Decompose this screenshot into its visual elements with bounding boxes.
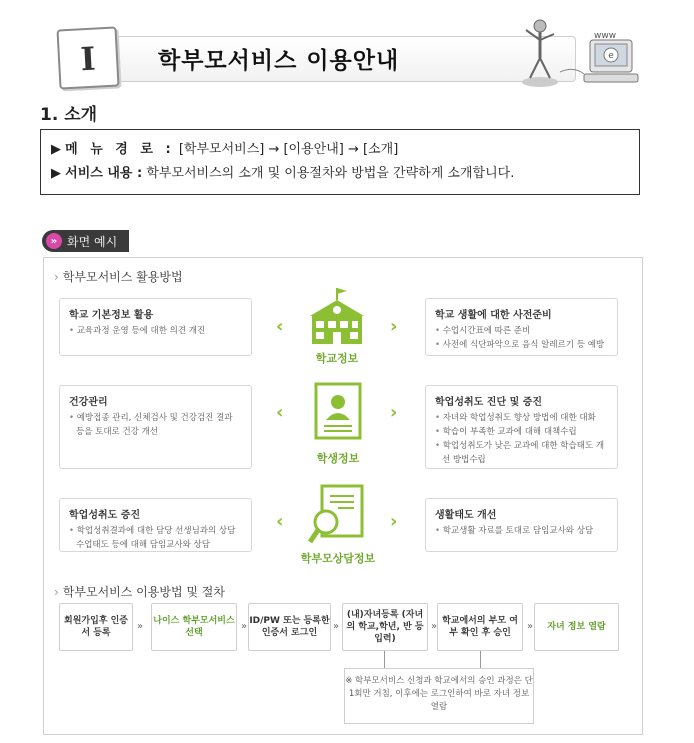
double-chevron-icon: » <box>46 233 62 249</box>
screen-example-tag <box>42 230 129 252</box>
label-parent-counsel-info: 학부모상담정보 <box>300 552 376 565</box>
usage-heading: › 학부모서비스 활용방법 <box>54 270 183 284</box>
card-title: 건강관리 <box>69 397 108 408</box>
arrow-left-icon: ‹ <box>276 511 284 532</box>
step-arrow-icon: » <box>137 621 144 632</box>
service-line <box>51 162 629 186</box>
screen-example-label: 화면 예시 <box>67 234 118 249</box>
step-view-child-info: 자녀 정보 열람 <box>534 603 619 651</box>
card-title: 생활태도 개선 <box>435 510 497 521</box>
card-line: • 자녀와 학업성취도 향상 방법에 대한 대화 <box>435 411 608 425</box>
header-banner <box>52 10 642 96</box>
triangle-icon: ▶ <box>51 142 61 157</box>
card-line: • 수업시간표에 따른 준비 <box>435 324 608 338</box>
triangle-icon: ▶ <box>51 166 61 181</box>
card-line: • 학습이 부족한 교과에 대해 대책수립 <box>435 425 608 439</box>
school-building-icon <box>302 286 372 348</box>
example-frame <box>43 257 643 735</box>
document-search-icon <box>308 484 366 546</box>
step-register: 회원가입후 인증서 등록 <box>59 603 133 651</box>
step-login: ID/PW 또는 등록한 인증서 로그인 <box>248 603 331 651</box>
card-line: • 학업성취도가 낮은 교과에 대한 학습태도 개선 방법수립 <box>435 439 608 467</box>
arrow-right-icon: › <box>390 511 398 532</box>
card-title: 학교 생활에 대한 사전준비 <box>435 310 552 321</box>
arrow-left-icon: ‹ <box>276 402 284 423</box>
menu-path-line <box>51 138 629 162</box>
computer-figure-icon <box>510 12 640 92</box>
card-title: 학교 기본정보 활용 <box>69 310 154 321</box>
card-diagnosis <box>425 385 618 469</box>
card-school-life <box>425 298 618 356</box>
menu-path-value: [학부모서비스] → [이용안내] → [소개] <box>178 142 399 157</box>
card-line: • 교육과정 운영 등에 대한 의견 개진 <box>69 324 242 338</box>
chapter-number-box <box>56 26 119 89</box>
arrow-left-icon: ‹ <box>276 316 284 337</box>
info-box <box>40 129 640 195</box>
page-title: 학부모서비스 이용안내 <box>158 48 400 74</box>
chevron-right-icon: › <box>54 585 59 599</box>
service-label: 서비스 내용 : <box>65 166 143 181</box>
arrow-right-icon: › <box>390 316 398 337</box>
step-select-service: 나이스 학부모서비스 선택 <box>151 603 237 651</box>
menu-path-label: 메 뉴 경 로 : <box>65 142 175 157</box>
card-line: • 학업성취결과에 대한 담당 선생님과의 상담 수업태도 등에 대해 담임교사와 상담 <box>69 524 242 552</box>
svg-text:e: e <box>608 51 614 61</box>
student-card-icon <box>314 382 362 440</box>
card-line: • 사전에 식단파악으로 음식 알레르기 등 예방 <box>435 338 608 352</box>
card-line: • 예방접종 관리, 신체검사 및 건강검진 결과 등을 토대로 건강 개선 <box>69 411 242 439</box>
arrow-right-icon: › <box>390 402 398 423</box>
service-value: 학부모서비스의 소개 및 이용절차와 방법을 간략하게 소개합니다. <box>146 166 515 181</box>
card-title: 학업성취도 증진 <box>69 510 141 521</box>
card-line: • 학교생활 자료를 토대로 담임교사와 상담 <box>435 524 608 538</box>
step-approval: 학교에서의 부모 여부 확인 후 승인 <box>437 603 523 651</box>
chapter-number: I <box>79 39 97 79</box>
section-title: 1. 소개 <box>40 105 98 125</box>
chevron-right-icon: › <box>54 270 59 284</box>
procedure-heading: › 학부모서비스 이용방법 및 절차 <box>54 585 225 599</box>
card-title: 학업성취도 진단 및 증진 <box>435 397 543 408</box>
connector-line <box>480 651 481 668</box>
step-arrow-icon: » <box>241 621 248 632</box>
step-arrow-icon: » <box>333 621 340 632</box>
step-arrow-icon: » <box>527 621 534 632</box>
card-school-info <box>59 298 252 356</box>
connector-line <box>384 651 385 668</box>
www-text: www <box>594 31 617 41</box>
card-achievement <box>59 498 252 552</box>
step-arrow-icon: » <box>431 621 438 632</box>
card-health <box>59 385 252 469</box>
procedure-note: ※ 학부모서비스 신청과 학교에서의 승인 과정은 단 1회만 거침, 이후에는 로그인하여 바로 자녀 정보 열람 <box>344 668 534 724</box>
card-attitude <box>425 498 618 552</box>
label-school-info: 학교정보 <box>315 352 359 365</box>
label-student-info: 학생정보 <box>316 452 360 465</box>
step-register-child: (내)자녀등록 (자녀의 학교,학년, 반 등 입력) <box>342 603 428 651</box>
